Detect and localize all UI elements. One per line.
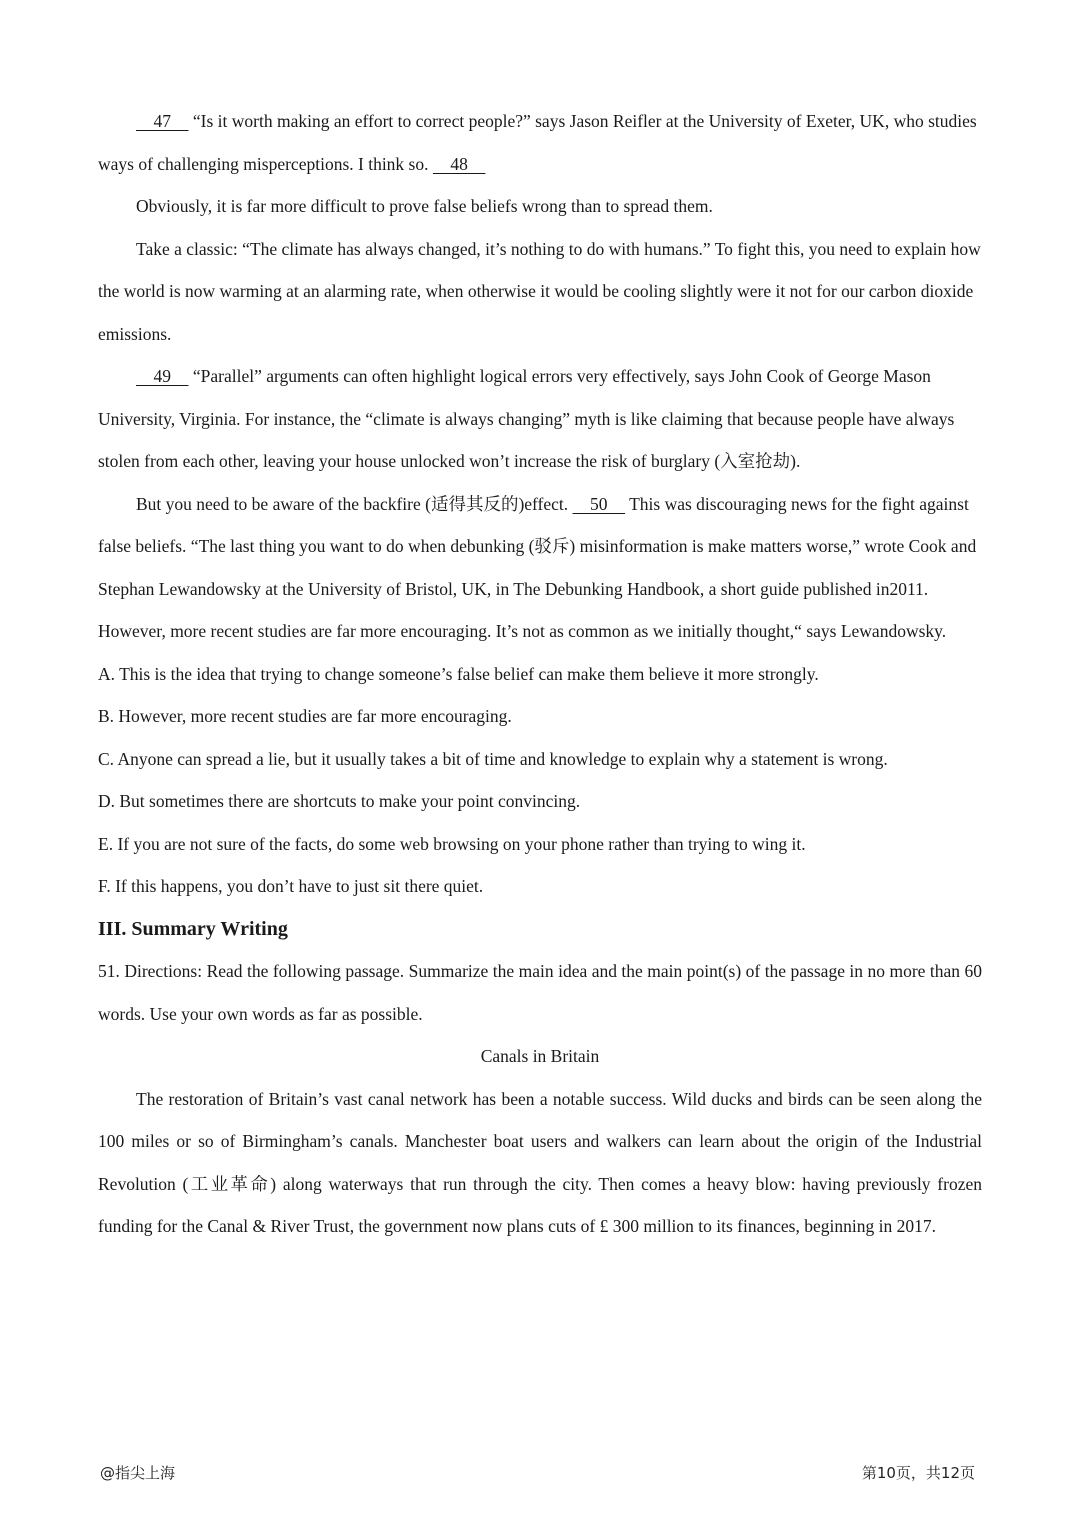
canals-paragraph: The restoration of Britain’s vast canal network has been a notable success. Wild ducks and birds can be seen along the 100 miles or so of Birmingham’s canals. Manchester boat users and walkers can learn about the origin of the Industrial Revolution (工业革命) along waterways that run through the city. Then comes a heavy blow: having previously frozen funding for the Canal & River Trust, the government now plans cuts of £ 300 million to its finances, beginning in 2017. [98, 1088, 982, 1236]
passage-title: Canals in Britain [480, 1046, 600, 1066]
paragraph-text: This was discouraging news for the fight against false beliefs. “The last thing you want to do when debunking (驳斥) misinformation is make matters worse,” wrote Cook and Stephan Lewandowsky at the University of Bristol, UK, in The Debunking Handbook, a short guide published in2011. However, more recent studies are far more encouraging. It’s not as common as we initially thought,“ says Lewandowsky. [98, 493, 977, 641]
blank-47: 47 [136, 111, 189, 131]
option-a: A. This is the idea that trying to change someone’s false belief can make them believe it more strongly. [98, 663, 819, 684]
blank-48: 48 [432, 153, 486, 174]
directions: 51. Directions: Read the following passage. Summarize the main idea and the main point(s) of the passage in no more than 60 words. Use your own words as far as possible. [98, 961, 982, 1024]
paragraph-50 [98, 483, 982, 653]
paragraph-47-48 [98, 100, 982, 185]
paragraph-obviously: Obviously, it is far more difficult to prove false beliefs wrong than to spread them. [136, 196, 713, 216]
paragraph-text: “Is it worth making an effort to correct people?” says Jason Reifler at the University of Exeter, UK, who studies ways of challenging misperceptions. I think so. [98, 111, 977, 174]
section-heading: III. Summary Writing [98, 917, 288, 940]
paragraph-classic: Take a classic: “The climate has always changed, it’s nothing to do with humans.” To fight this, you need to explain how the world is now warming at an alarming rate, when otherwise it would be cooling slightly were it not for our carbon dioxide emissions. [98, 238, 981, 344]
option-d: D. But sometimes there are shortcuts to make your point convincing. [98, 791, 581, 811]
blank-49: 49 [136, 366, 189, 386]
paragraph-49 [98, 355, 982, 483]
page-content [98, 100, 982, 1248]
option-f: F. If this happens, you don’t have to just sit there quiet. [98, 876, 484, 896]
paragraph-text: “Parallel” arguments can often highlight logical errors very effectively, says John Cook of George Mason University, Virginia. For instance, the “climate is always changing” myth is like claiming that because people have always stolen from each other, leaving your house unlocked won’t increase the risk of burglary (入室抢劫). [98, 366, 955, 471]
paragraph-text: But you need to be aware of the backfire (适得其反的)effect. [136, 493, 573, 514]
page-number: 第10页，共12页 [861, 1464, 975, 1482]
blank-50: 50 [572, 493, 626, 514]
option-b: B. However, more recent studies are far more encouraging. [98, 706, 512, 726]
option-c: C. Anyone can spread a lie, but it usually takes a bit of time and knowledge to explain why a statement is wrong. [98, 748, 888, 769]
footer-watermark: @指尖上海 [100, 1464, 176, 1482]
option-e: E. If you are not sure of the facts, do some web browsing on your phone rather than trying to wing it. [98, 833, 806, 854]
